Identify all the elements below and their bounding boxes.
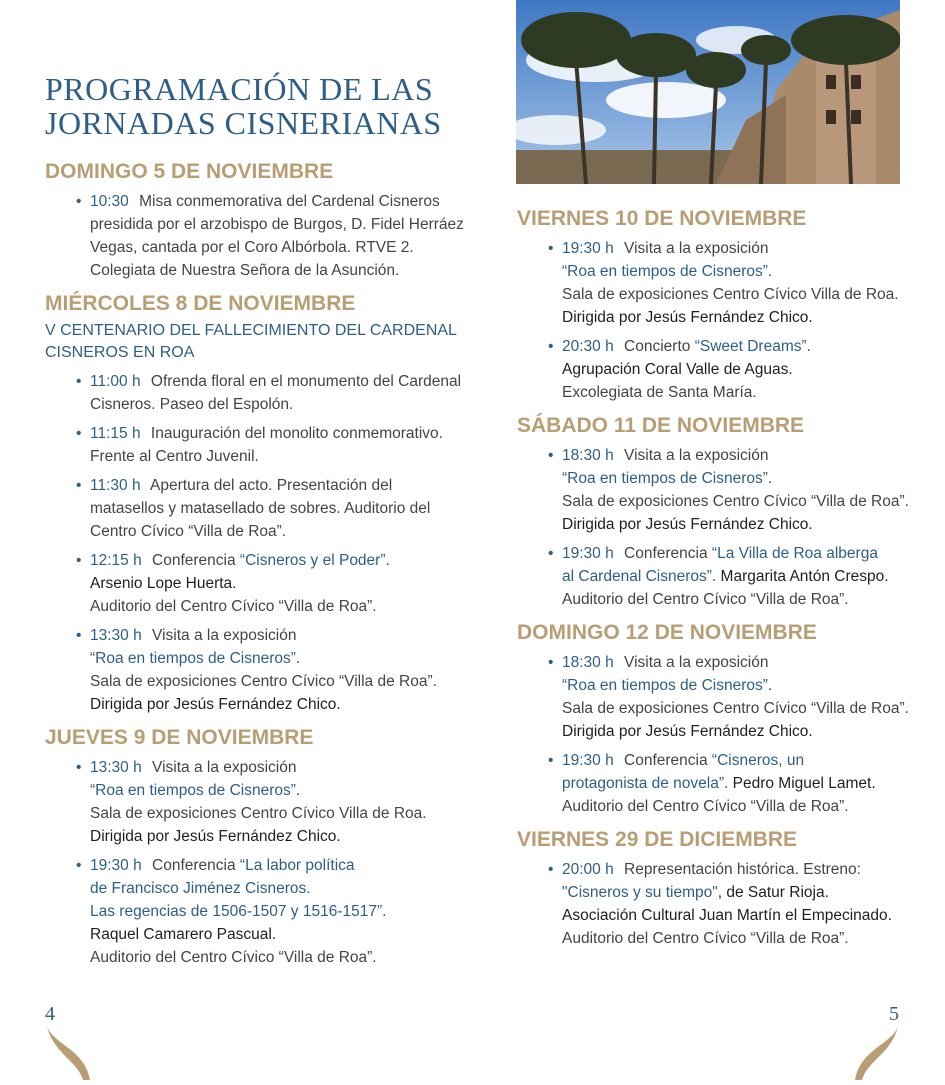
event-venue: Auditorio del Centro Cívico “Villa de Roa”. [562, 930, 849, 947]
section-domingo-5 [45, 160, 465, 282]
day-subheading: V CENTENARIO DEL FALLECIMIENTO DEL CARDENAL CISNEROS EN ROA [45, 322, 457, 361]
event-description: Ofrenda floral en el monumento del Cardenal Cisneros. Paseo del Espolón. [90, 373, 462, 413]
event-time: 12:15 h [90, 552, 142, 569]
event-type: Conferencia [152, 857, 236, 874]
section-miercoles-8 [45, 292, 465, 716]
event-venue: Sala de exposiciones Centro Cívico Villa de Roa. [562, 286, 899, 303]
event-punct: . [385, 552, 390, 569]
list-item [76, 854, 465, 969]
leaf-ornament-left-icon [45, 1025, 95, 1080]
event-person: Agrupación Coral Valle de Aguas. [562, 361, 793, 378]
event-title: “Roa en tiempos de Cisneros” [562, 677, 768, 694]
event-time: 13:30 h [90, 759, 142, 776]
bullet-icon: • [548, 861, 554, 878]
event-title: "Cisneros y su tiempo" [562, 884, 718, 901]
event-person: Asociación Cultural Juan Martín el Empecinado. [562, 907, 892, 924]
section-domingo-12 [517, 621, 917, 818]
list-item [76, 370, 465, 416]
list-item [548, 858, 917, 950]
event-person: Raquel Camarero Pascual. [90, 926, 277, 943]
section-viernes-10 [517, 207, 917, 404]
event-author: , de Satur Rioja. [717, 884, 829, 901]
event-list [517, 858, 917, 950]
event-venue: Auditorio del Centro Cívico “Villa de Roa”. [90, 949, 377, 966]
bullet-icon: • [76, 857, 82, 874]
event-type: Visita a la exposición [624, 654, 769, 671]
day-heading: VIERNES 10 DE NOVIEMBRE [517, 207, 807, 230]
event-person: Pedro Miguel Lamet. [732, 775, 876, 792]
list-item [548, 237, 917, 329]
event-time: 19:30 h [90, 857, 142, 874]
event-punct: . [724, 775, 729, 792]
event-time: 19:30 h [562, 545, 614, 562]
event-type: Visita a la exposición [152, 627, 297, 644]
event-title: “Cisneros y el Poder” [239, 552, 386, 569]
event-list [517, 651, 917, 818]
event-time: 13:30 h [90, 627, 142, 644]
bullet-icon: • [76, 759, 82, 776]
bullet-icon: • [76, 373, 82, 390]
event-type: Representación histórica. Estreno: [624, 861, 861, 878]
event-person: Dirigida por Jesús Fernández Chico. [90, 828, 341, 845]
event-venue: Sala de exposiciones Centro Cívico “Villa de Roa”. [90, 673, 437, 690]
event-type: Visita a la exposición [152, 759, 297, 776]
event-venue: Auditorio del Centro Cívico “Villa de Roa”. [562, 798, 849, 815]
section-sabado-11 [517, 414, 917, 611]
list-item [548, 542, 917, 611]
event-venue: Sala de exposiciones Centro Cívico “Villa de Roa”. [562, 493, 909, 510]
event-list [45, 756, 465, 969]
event-punct: . [806, 338, 811, 355]
event-list [45, 190, 465, 282]
bullet-icon: • [76, 477, 82, 494]
event-time: 19:30 h [562, 240, 614, 257]
bullet-icon: • [548, 654, 554, 671]
day-heading: MIÉRCOLES 8 DE NOVIEMBRE [45, 292, 356, 315]
event-list [517, 237, 917, 404]
list-item [548, 335, 917, 404]
event-punct: . [295, 782, 301, 799]
event-venue: Sala de exposiciones Centro Cívico Villa de Roa. [90, 805, 427, 822]
list-item [548, 651, 917, 743]
day-heading: JUEVES 9 DE NOVIEMBRE [45, 726, 314, 749]
bullet-icon: • [548, 752, 554, 769]
left-column [45, 160, 465, 979]
right-column [517, 207, 917, 960]
event-punct: . [767, 263, 773, 280]
event-title: “La Villa de Roa alberga [711, 545, 878, 562]
event-description: Apertura del acto. Presentación del matasellos y matasellado de sobres. Auditorio del Centro Cívico “Villa de Roa”. [90, 477, 431, 540]
event-punct: . [767, 470, 773, 487]
list-item [548, 749, 917, 818]
day-heading: SÁBADO 11 DE NOVIEMBRE [517, 414, 805, 437]
bullet-icon: • [76, 425, 82, 442]
bullet-icon: • [76, 193, 82, 210]
event-punct: . [382, 903, 387, 920]
page-number-right: 5 [889, 1003, 899, 1025]
event-person: Dirigida por Jesús Fernández Chico. [562, 516, 813, 533]
event-person: Arsenio Lope Huerta. [90, 575, 237, 592]
event-time: 20:30 h [562, 338, 614, 355]
event-type: Conferencia [152, 552, 236, 569]
event-venue: Sala de exposiciones Centro Cívico “Villa de Roa”. [562, 700, 909, 717]
event-title: “La labor política [239, 857, 355, 874]
event-type: Concierto [624, 338, 691, 355]
event-venue: Auditorio del Centro Cívico “Villa de Roa”. [90, 598, 377, 615]
event-title: “Roa en tiempos de Cisneros” [562, 470, 768, 487]
event-type: Visita a la exposición [624, 240, 769, 257]
event-title: “Roa en tiempos de Cisneros” [562, 263, 768, 280]
event-type: Visita a la exposición [624, 447, 769, 464]
event-title-cont: de Francisco Jiménez Cisneros. [90, 880, 311, 897]
bullet-icon: • [76, 552, 82, 569]
event-list [45, 370, 465, 716]
event-time: 18:30 h [562, 654, 614, 671]
list-item [76, 474, 465, 543]
section-jueves-9 [45, 726, 465, 969]
event-person: Dirigida por Jesús Fernández Chico. [90, 696, 341, 713]
event-type: Conferencia [624, 545, 708, 562]
bullet-icon: • [548, 338, 554, 355]
event-punct: . [711, 568, 717, 585]
event-title: “Roa en tiempos de Cisneros” [90, 782, 296, 799]
bullet-icon: • [548, 240, 554, 257]
list-item [76, 422, 465, 468]
event-punct: . [767, 677, 773, 694]
event-time: 10:30 [90, 193, 129, 210]
event-title: “Cisneros, un [711, 752, 805, 769]
day-heading: DOMINGO 5 DE NOVIEMBRE [45, 160, 334, 183]
bullet-icon: • [548, 447, 554, 464]
event-list [517, 444, 917, 611]
list-item [76, 624, 465, 716]
event-title-cont: Las regencias de 1506-1507 y 1516-1517” [90, 903, 383, 920]
event-person: Dirigida por Jesús Fernández Chico. [562, 723, 813, 740]
roa-street-photo [516, 0, 900, 184]
day-heading: DOMINGO 12 DE NOVIEMBRE [517, 621, 817, 644]
section-viernes-29 [517, 828, 917, 950]
event-person: Margarita Antón Crespo. [720, 568, 889, 585]
event-description: Misa conmemorativa del Cardenal Cisneros presidida por el arzobispo de Burgos, D. Fidel Herráez Vegas, cantada por el Coro Albórbola. RTVE 2. Colegiata de Nuestra Señora de la Asunción. [90, 193, 464, 279]
event-time: 11:15 h [90, 425, 141, 442]
event-type: Conferencia [624, 752, 708, 769]
event-punct: . [295, 650, 301, 667]
list-item [76, 549, 465, 618]
event-time: 20:00 h [562, 861, 614, 878]
day-heading: VIERNES 29 DE DICIEMBRE [517, 828, 798, 851]
event-person: Dirigida por Jesús Fernández Chico. [562, 309, 813, 326]
list-item [76, 190, 465, 282]
event-title-cont: protagonista de novela” [562, 775, 725, 792]
page-number-left: 4 [45, 1003, 55, 1025]
event-title-cont: al Cardenal Cisneros” [562, 568, 712, 585]
list-item [548, 444, 917, 536]
event-venue: Auditorio del Centro Cívico “Villa de Roa”. [562, 591, 849, 608]
page-title: PROGRAMACIÓN DE LAS JORNADAS CISNERIANAS [45, 71, 442, 141]
event-time: 11:30 h [90, 477, 141, 494]
bullet-icon: • [76, 627, 82, 644]
leaf-ornament-right-icon [850, 1025, 900, 1080]
event-title: “Sweet Dreams” [694, 338, 807, 355]
event-title: “Roa en tiempos de Cisneros” [90, 650, 296, 667]
event-time: 11:00 h [90, 373, 141, 390]
event-venue: Excolegiata de Santa María. [562, 384, 757, 401]
list-item [76, 756, 465, 848]
bullet-icon: • [548, 545, 554, 562]
event-description: Inauguración del monolito conmemorativo. Frente al Centro Juvenil. [90, 425, 443, 465]
event-time: 18:30 h [562, 447, 614, 464]
event-time: 19:30 h [562, 752, 614, 769]
